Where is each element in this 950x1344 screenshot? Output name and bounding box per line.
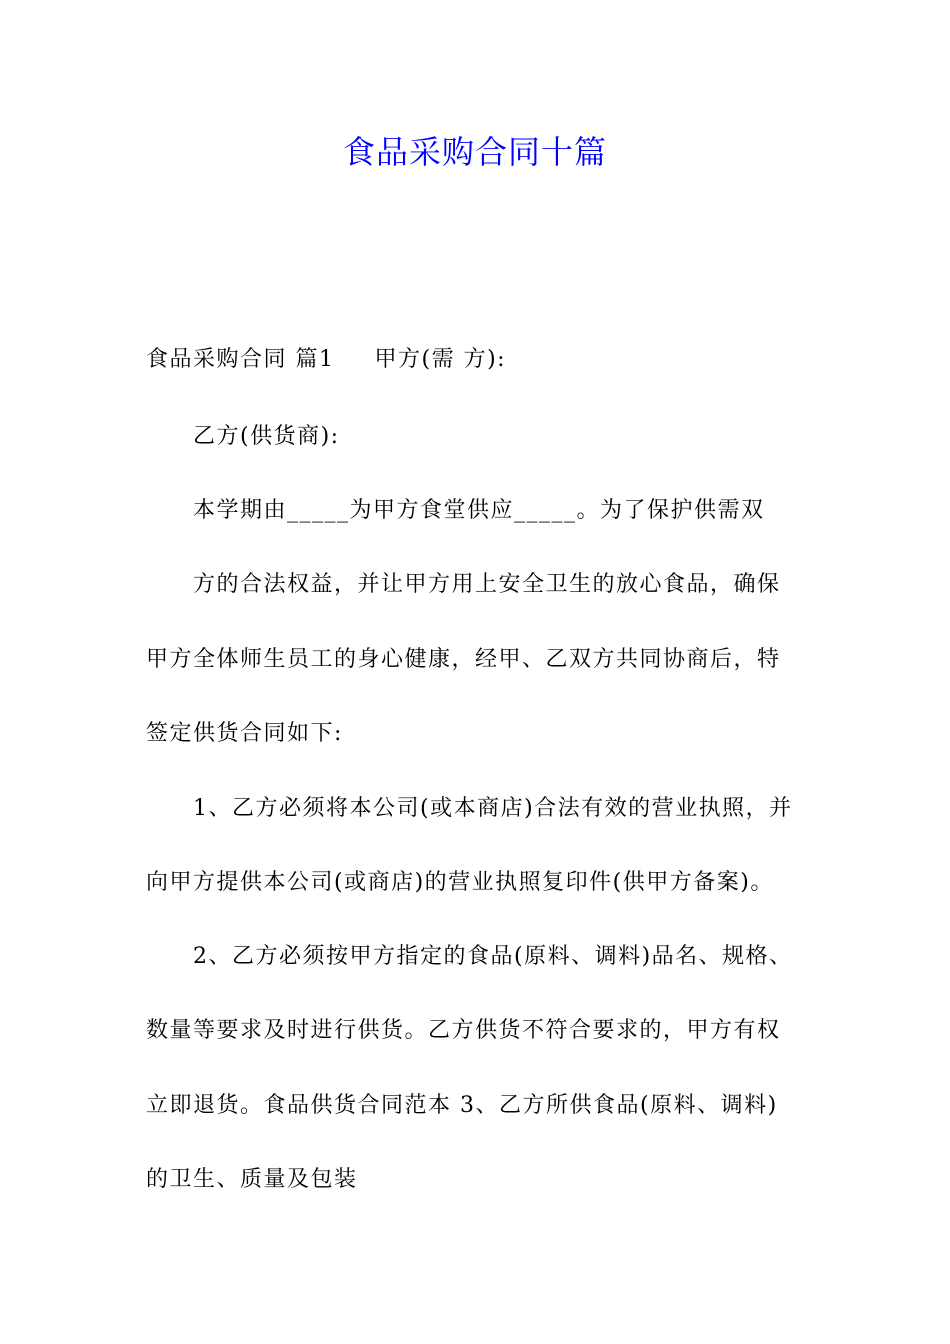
first-line	[146, 345, 816, 375]
paragraph-line: 的卫生、质量及包装	[146, 1167, 358, 1192]
paragraph-line: 立即退货。食品供货合同范本 3、乙方所供食品(原料、调料)	[146, 1093, 778, 1118]
paragraph-line: 数量等要求及时进行供货。乙方供货不符合要求的，甲方有权	[146, 1018, 781, 1043]
paragraph-line: 向甲方提供本公司(或商店)的营业执照复印件(供甲方备案)。	[146, 870, 774, 895]
party-a-label: 甲方(需 方):	[374, 347, 507, 372]
paragraph-line: 本学期由_____为甲方食堂供应_____。为了保护供需双	[193, 498, 765, 523]
paragraph-line: 2、乙方必须按甲方指定的食品(原料、调料)品名、规格、	[193, 944, 793, 969]
document-title: 食品采购合同十篇	[342, 133, 607, 171]
contract-heading: 食品采购合同 篇1	[146, 347, 335, 372]
paragraph-line: 方的合法权益，并让甲方用上安全卫生的放心食品，确保	[193, 572, 781, 597]
paragraph-line: 签定供货合同如下:	[146, 721, 343, 746]
paragraph-line: 甲方全体师生员工的身心健康，经甲、乙双方共同协商后，特	[146, 647, 781, 672]
paragraph-line: 乙方(供货商):	[193, 424, 340, 449]
paragraph-line: 1、乙方必须将本公司(或本商店)合法有效的营业执照，并	[193, 796, 793, 821]
